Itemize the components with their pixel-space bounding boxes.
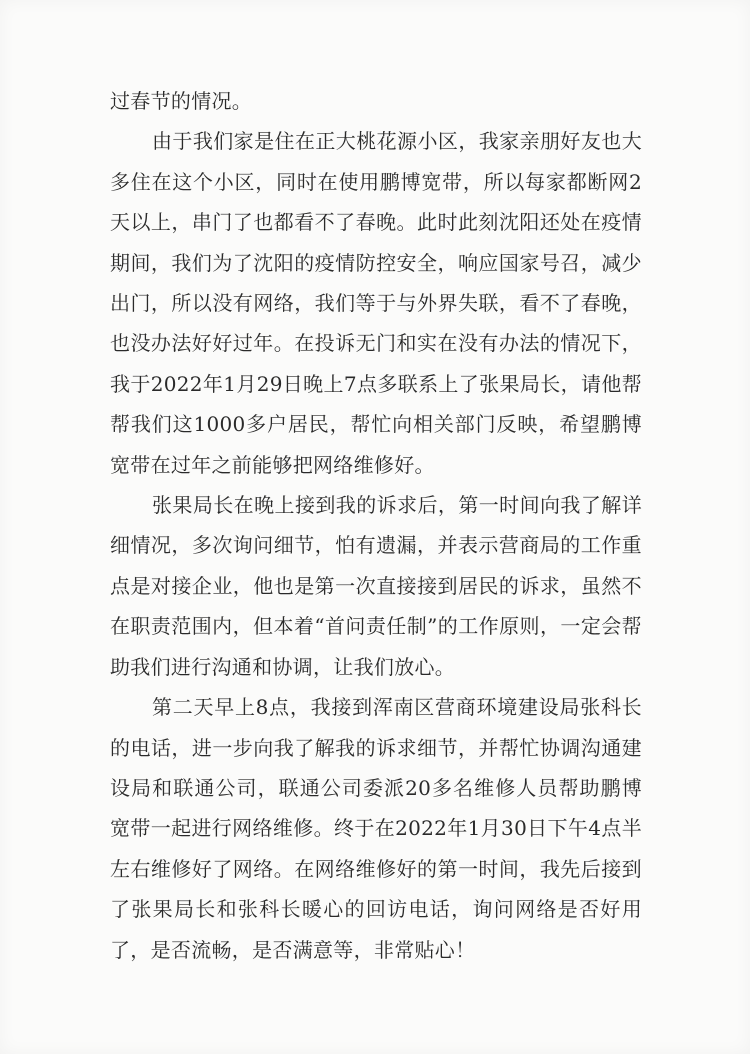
paragraph-repair-result: 第二天早上8点，我接到浑南区营商环境建设局张科长的电话，进一步向我了解我的诉求细节，并帮忙协调沟通建设局和联通公司，联通公司委派20多名维修人员帮助鹏博宽带一起进行网络维修。终于在2022年1月30日下午4点半左右维修好了网络。在网络维修好的第一时间，我先后接到了张果局长和张科长暖心的回访电话，询问网络是否好用了，是否流畅，是否满意等，非常贴心！ [110,695,642,962]
paragraph-outage-complaint: 由于我们家是住在正大桃花源小区，我家亲朋好友也大多住在这个小区，同时在使用鹏博宽带，所以每家都断网2天以上，串门了也都看不了春晚。此时此刻沈阳还处在疫情期间，我们为了沈阳的疫情防控安全，响应国家号召，减少出门，所以没有网络，我们等于与外界失联，看不了春晚，也没办法好好过年。在投诉无门和实在没有办法的情况下，我于2022年1月29日晚上7点多联系上了张果局长，请他帮帮我们这1000多户居民，帮忙向相关部门反映，希望鹏博宽带在过年之前能够把网络维修好。 [110,129,642,477]
paragraph-continuation: 过春节的情况。 [110,89,253,113]
paragraph-director-response: 张果局长在晚上接到我的诉求后，第一时间向我了解详细情况，多次询问细节，怕有遗漏，并表示营商局的工作重点是对接企业，他也是第一次直接接到居民的诉求，虽然不在职责范围内，但本着“首问责任制”的工作原则，一定会帮助我们进行沟通和协调，让我们放心。 [110,493,642,679]
letter-body [110,81,642,970]
